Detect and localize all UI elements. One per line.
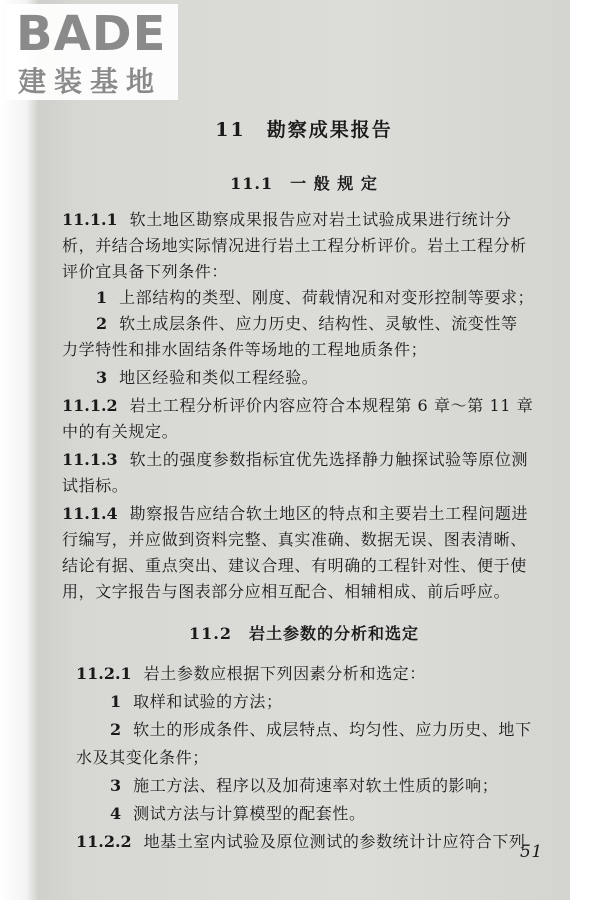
clause-11-1-3-line-1: 11.1.3 软土的强度参数指标宜优先选择静力触探试验等原位测 — [62, 450, 529, 469]
clause-11-1-1-line-1: 11.1.1 软土地区勘察成果报告应对岩土试验成果进行统计分 — [62, 210, 512, 229]
list-item-4: 4 测试方法与计算模型的配套性。 — [110, 804, 366, 823]
clause-11-1-2-line-2: 中的有关规定。 — [62, 422, 179, 441]
chapter-title: 11 勘察成果报告 — [215, 119, 393, 141]
clause-11-1-4-line-4: 用，文字报告与图表部分应相互配合、相辅相成、前后呼应。 — [62, 582, 511, 601]
clause-11-1-3-line-2: 试指标。 — [62, 476, 129, 495]
list-item-3: 3 施工方法、程序以及加荷速率对软土性质的影响； — [110, 776, 499, 795]
clause-11-1-4-line-2: 行编写，并应做到资料完整、真实准确、数据无误、图表清晰、 — [62, 530, 527, 549]
watermark-logo — [6, 4, 178, 100]
section-heading-11-1: 11.1 一 般 规 定 — [230, 174, 378, 193]
clause-11-2-1-line-1: 11.2.1 岩土参数应根据下列因素分析和选定： — [76, 664, 426, 683]
clause-11-1-1-line-2: 析，并结合场地实际情况进行岩土工程分析评价。岩土工程分析 — [62, 236, 527, 255]
list-item-2: 2 软土的形成条件、成层特点、均匀性、应力历史、地下 — [110, 720, 532, 739]
list-item-3: 3 地区经验和类似工程经验。 — [96, 368, 319, 387]
logo-text-cn: 建装基地 — [18, 65, 163, 98]
list-item-2: 2 软土成层条件、应力历史、结构性、灵敏性、流变性等 — [96, 314, 518, 333]
page-number: 51 — [520, 842, 543, 862]
list-item-1: 1 取样和试验的方法； — [110, 692, 283, 711]
clause-11-2-2-line-1: 11.2.2 地基土室内试验及原位测试的参数统计计应符合下列 — [76, 832, 526, 851]
clause-11-1-1-line-3: 评价宜具备下列条件： — [62, 262, 229, 281]
list-item-2-cont: 力学特性和排水固结条件等场地的工程地质条件； — [62, 340, 428, 359]
clause-number: 11.1.1 — [62, 210, 118, 229]
clause-11-1-4-line-1: 11.1.4 勘察报告应结合软土地区的特点和主要岩土工程问题进 — [62, 504, 529, 523]
clause-11-1-2-line-1: 11.1.2 岩土工程分析评价内容应符合本规程第 6 章～第 11 章 — [62, 396, 534, 415]
page-edge-shadow — [0, 0, 38, 900]
logo-text-en: BADE — [16, 6, 167, 62]
list-item-1: 1 上部结构的类型、刚度、荷载情况和对变形控制等要求； — [96, 288, 535, 307]
list-item-2-cont: 水及其变化条件； — [76, 748, 209, 767]
section-heading-11-2: 11.2 岩土参数的分析和选定 — [189, 624, 419, 643]
clause-11-1-4-line-3: 结论有据、重点突出、建议合理、有明确的工程针对性、便于使 — [62, 556, 527, 575]
